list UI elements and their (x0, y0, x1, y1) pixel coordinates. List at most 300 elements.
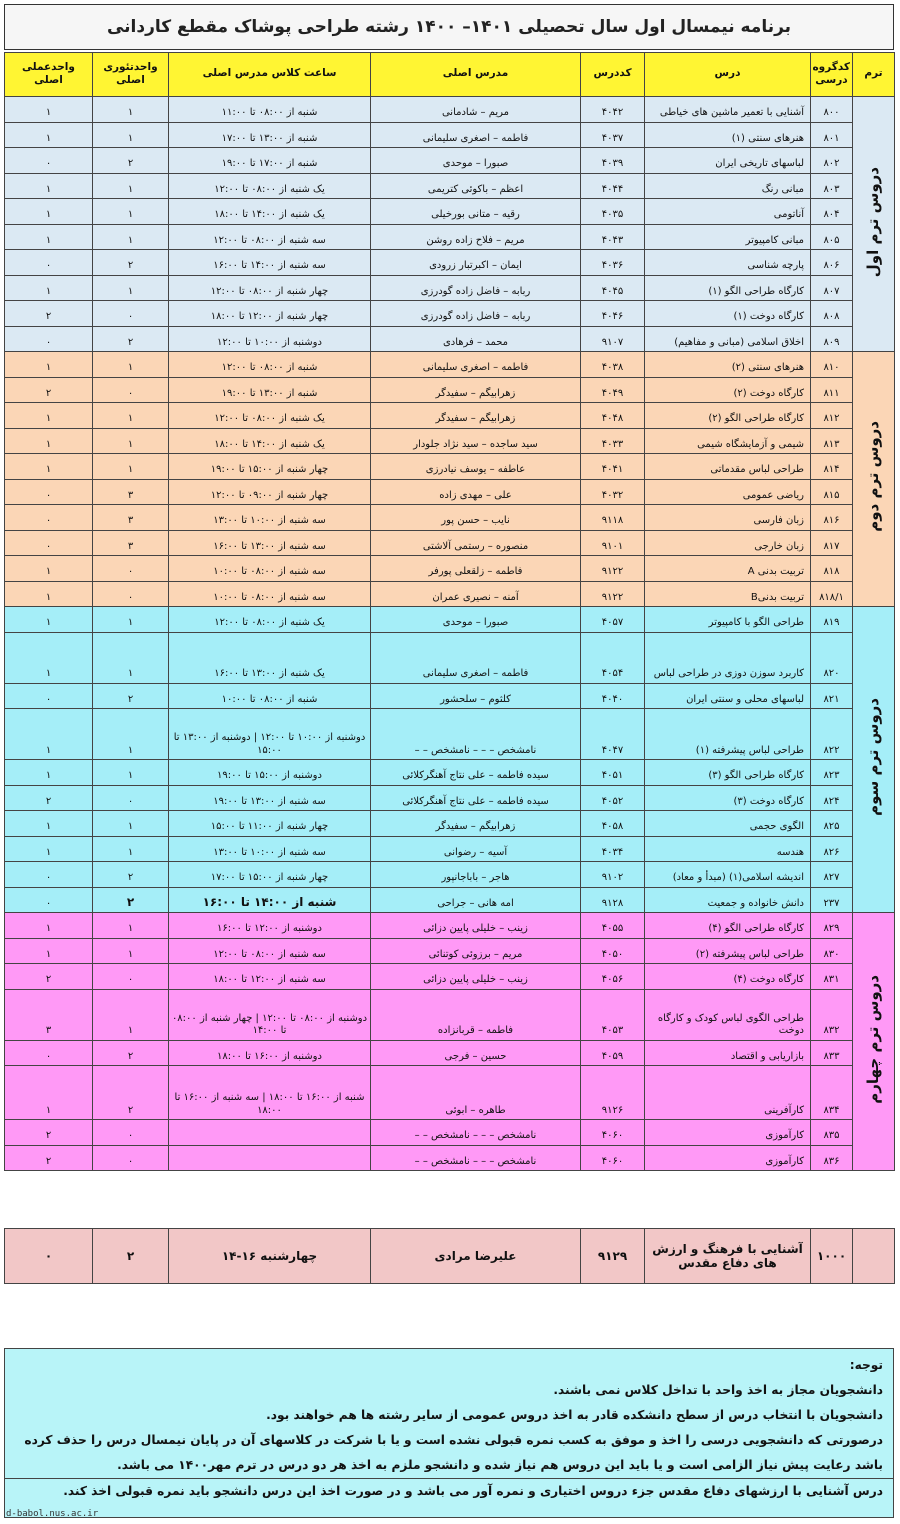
practical-units-cell: ۱ (5, 173, 93, 199)
table-row (5, 607, 895, 633)
group-code-cell: ۸۳۰ (811, 938, 853, 964)
group-code-cell: ۸۰۳ (811, 173, 853, 199)
header-course: درس (645, 53, 811, 97)
theory-units-cell: ۱ (93, 428, 169, 454)
course-code-cell: ۹۱۲۶ (581, 1066, 645, 1120)
time-cell: دوشنبه از ۱۰:۰۰ تا ۱۲:۰۰ | دوشنبه از ۱۳:۰۰ تا ۱۵:۰۰ (169, 709, 371, 760)
teacher-cell: نامشخص – – – نامشخص – – (371, 709, 581, 760)
time-cell: سه شنبه از ۰۸:۰۰ تا ۱۲:۰۰ (169, 224, 371, 250)
teacher-cell: آسیه – رضوانی (371, 836, 581, 862)
practical-units-cell: ۱ (5, 760, 93, 786)
course-cell: کارگاه طراحی الگو (۲) (645, 403, 811, 429)
teacher-cell: طاهره – ابوئی (371, 1066, 581, 1120)
practical-units-cell: ۰ (5, 250, 93, 276)
group-code-cell: ۸۳۳ (811, 1040, 853, 1066)
course-cell: کارآفرینی (645, 1066, 811, 1120)
table-row (5, 173, 895, 199)
practical-units-cell: ۱ (5, 224, 93, 250)
teacher-cell: ربابه – فاضل زاده گودرزی (371, 275, 581, 301)
course-cell: کارگاه طراحی الگو (۴) (645, 913, 811, 939)
group-code-cell: ۸۲۲ (811, 709, 853, 760)
theory-units-cell: ۰ (93, 785, 169, 811)
theory-units-cell: ۱ (93, 811, 169, 837)
time-cell: سه شنبه از ۰۸:۰۰ تا ۱۰:۰۰ (169, 581, 371, 607)
course-code-cell: ۹۱۲۲ (581, 556, 645, 582)
theory-units-cell: ۱ (93, 760, 169, 786)
theory-units-cell: ۱ (93, 199, 169, 225)
extra-course-row (5, 1229, 895, 1284)
extra-group-code: ۱۰۰۰ (811, 1229, 853, 1284)
group-code-cell: ۸۰۱ (811, 122, 853, 148)
table-row (5, 836, 895, 862)
table-row (5, 479, 895, 505)
time-cell: چهار شنبه از ۱۵:۰۰ تا ۱۷:۰۰ (169, 862, 371, 888)
note-last-line: درس آشنایی با ارزشهای دفاع مقدس جزء دروس اختیاری و نمره آور می باشد و در صورت اخذ این درس دانشجو باید نمره قبولی اخذ کند. (5, 1478, 893, 1504)
table-row (5, 1145, 895, 1171)
term-label (853, 607, 895, 913)
table-row (5, 887, 895, 913)
theory-units-cell: ۱ (93, 275, 169, 301)
term-label (853, 352, 895, 607)
extra-time: چهارشنبه ۱۶-۱۴ (169, 1229, 371, 1284)
practical-units-cell: ۱ (5, 403, 93, 429)
teacher-cell: فاطمه – اصغری سلیمانی (371, 632, 581, 683)
time-cell: چهار شنبه از ۰۹:۰۰ تا ۱۲:۰۰ (169, 479, 371, 505)
time-cell (169, 1120, 371, 1146)
course-cell: دانش خانواده و جمعیت (645, 887, 811, 913)
course-cell: هنرهای سنتی (۱) (645, 122, 811, 148)
group-code-cell: ۲۳۷ (811, 887, 853, 913)
table-row (5, 224, 895, 250)
time-cell: شنبه از ۰۸:۰۰ تا ۱۲:۰۰ (169, 352, 371, 378)
teacher-cell: زهرابیگم – سفیدگر (371, 811, 581, 837)
table-row (5, 352, 895, 378)
header-group-code: کدگروه درسی (811, 53, 853, 97)
theory-units-cell: ۱ (93, 352, 169, 378)
course-code-cell: ۴۰۴۵ (581, 275, 645, 301)
teacher-cell: عاطفه – یوسف نیادرزی (371, 454, 581, 480)
theory-units-cell: ۱ (93, 836, 169, 862)
time-cell: چهار شنبه از ۰۸:۰۰ تا ۱۲:۰۰ (169, 275, 371, 301)
group-code-cell: ۸۱۵ (811, 479, 853, 505)
header-row (5, 53, 895, 97)
group-code-cell: ۸۲۱ (811, 683, 853, 709)
time-cell: دوشنبه از ۰۸:۰۰ تا ۱۲:۰۰ | چهار شنبه از ۰۸:۰۰ تا ۱۴:۰۰ (169, 989, 371, 1040)
teacher-cell: سیده فاطمه – علی نتاج آهنگرکلائی (371, 785, 581, 811)
table-row (5, 250, 895, 276)
course-cell: طراحی لباس پیشرفته (۱) (645, 709, 811, 760)
course-cell: کارگاه دوخت (۳) (645, 785, 811, 811)
table-row (5, 709, 895, 760)
theory-units-cell: ۲ (93, 1040, 169, 1066)
time-cell: شنبه از ۱۳:۰۰ تا ۱۹:۰۰ (169, 377, 371, 403)
course-code-cell: ۹۱۲۸ (581, 887, 645, 913)
theory-units-cell: ۰ (93, 377, 169, 403)
time-cell: یک شنبه از ۱۴:۰۰ تا ۱۸:۰۰ (169, 199, 371, 225)
practical-units-cell: ۱ (5, 607, 93, 633)
course-cell: اخلاق اسلامی (مبانی و مفاهیم) (645, 326, 811, 352)
practical-units-cell: ۰ (5, 479, 93, 505)
course-cell: طراحی لباس پیشرفته (۲) (645, 938, 811, 964)
course-code-cell: ۴۰۵۹ (581, 1040, 645, 1066)
course-code-cell: ۴۰۴۷ (581, 709, 645, 760)
theory-units-cell: ۰ (93, 1145, 169, 1171)
course-cell: طراحی الگو با کامپیوتر (645, 607, 811, 633)
theory-units-cell: ۰ (93, 581, 169, 607)
practical-units-cell: ۱ (5, 556, 93, 582)
group-code-cell: ۸۰۴ (811, 199, 853, 225)
theory-units-cell: ۰ (93, 1120, 169, 1146)
time-cell: سه شنبه از ۱۲:۰۰ تا ۱۸:۰۰ (169, 964, 371, 990)
practical-units-cell: ۱ (5, 938, 93, 964)
practical-units-cell: ۰ (5, 887, 93, 913)
table-row (5, 530, 895, 556)
teacher-cell: سیده فاطمه – علی نتاج آهنگرکلائی (371, 760, 581, 786)
group-code-cell: ۸۱۴ (811, 454, 853, 480)
course-code-cell: ۹۱۰۷ (581, 326, 645, 352)
course-code-cell: ۴۰۴۶ (581, 301, 645, 327)
group-code-cell: ۸۱۲ (811, 403, 853, 429)
course-cell: اندیشه اسلامی(۱) (مبدأ و معاد) (645, 862, 811, 888)
term-label (853, 913, 895, 1171)
course-cell: طراحی لباس مقدماتی (645, 454, 811, 480)
teacher-cell: فاطمه – اصغری سلیمانی (371, 122, 581, 148)
practical-units-cell: ۰ (5, 530, 93, 556)
time-cell: شنبه از ۱۷:۰۰ تا ۱۹:۰۰ (169, 148, 371, 174)
practical-units-cell: ۱ (5, 199, 93, 225)
note-line: دانشجویان مجاز به اخذ واحد با تداخل کلاس نمی باشند. (553, 1383, 883, 1397)
group-code-cell: ۸۱۶ (811, 505, 853, 531)
time-cell: چهار شنبه از ۱۲:۰۰ تا ۱۸:۰۰ (169, 301, 371, 327)
theory-units-cell: ۰ (93, 964, 169, 990)
course-cell: کارگاه دوخت (۴) (645, 964, 811, 990)
practical-units-cell: ۱ (5, 122, 93, 148)
time-cell: سه شنبه از ۱۰:۰۰ تا ۱۳:۰۰ (169, 505, 371, 531)
theory-units-cell: ۱ (93, 454, 169, 480)
course-code-cell: ۴۰۳۹ (581, 148, 645, 174)
time-cell: یک شنبه از ۰۸:۰۰ تا ۱۲:۰۰ (169, 607, 371, 633)
course-code-cell: ۴۰۵۷ (581, 607, 645, 633)
theory-units-cell: ۳ (93, 530, 169, 556)
course-cell: الگوی حجمی (645, 811, 811, 837)
time-cell: سه شنبه از ۰۸:۰۰ تا ۱۰:۰۰ (169, 556, 371, 582)
practical-units-cell: ۱ (5, 275, 93, 301)
table-row (5, 581, 895, 607)
table-row (5, 862, 895, 888)
table-row (5, 505, 895, 531)
practical-units-cell: ۱ (5, 709, 93, 760)
practical-units-cell: ۱ (5, 913, 93, 939)
schedule-table (4, 52, 895, 1171)
theory-units-cell: ۲ (93, 887, 169, 913)
theory-units-cell: ۱ (93, 403, 169, 429)
theory-units-cell: ۲ (93, 1066, 169, 1120)
group-code-cell: ۸۰۹ (811, 326, 853, 352)
group-code-cell: ۸۱۸/۱ (811, 581, 853, 607)
course-cell: هندسه (645, 836, 811, 862)
teacher-cell: مریم – شادمانی (371, 97, 581, 123)
group-code-cell: ۸۲۷ (811, 862, 853, 888)
course-cell: پارچه شناسی (645, 250, 811, 276)
teacher-cell: ایمان – اکبرتبار زرودی (371, 250, 581, 276)
table-row (5, 199, 895, 225)
group-code-cell: ۸۰۷ (811, 275, 853, 301)
theory-units-cell: ۱ (93, 224, 169, 250)
group-code-cell: ۸۱۸ (811, 556, 853, 582)
teacher-cell: حسین – فرجی (371, 1040, 581, 1066)
table-row (5, 403, 895, 429)
course-cell: کارآموزی (645, 1145, 811, 1171)
extra-practical-units: ۰ (5, 1229, 93, 1284)
table-row (5, 1120, 895, 1146)
course-code-cell: ۹۱۰۲ (581, 862, 645, 888)
course-code-cell: ۴۰۵۶ (581, 964, 645, 990)
practical-units-cell: ۱ (5, 632, 93, 683)
extra-term-cell (853, 1229, 895, 1284)
teacher-cell: اعظم – باکوئی کتریمی (371, 173, 581, 199)
course-cell: لباسهای تاریخی ایران (645, 148, 811, 174)
theory-units-cell: ۲ (93, 148, 169, 174)
table-row (5, 760, 895, 786)
table-row (5, 811, 895, 837)
course-cell: تربیت بدنیB (645, 581, 811, 607)
group-code-cell: ۸۳۴ (811, 1066, 853, 1120)
time-cell: یک شنبه از ۱۴:۰۰ تا ۱۸:۰۰ (169, 428, 371, 454)
time-cell (169, 1145, 371, 1171)
teacher-cell: مریم – برزوئی کوتنائی (371, 938, 581, 964)
course-cell: هنرهای سنتی (۲) (645, 352, 811, 378)
time-cell: دوشنبه از ۱۲:۰۰ تا ۱۶:۰۰ (169, 913, 371, 939)
term-label-text: دروس ترم اول (864, 166, 883, 277)
theory-units-cell: ۱ (93, 173, 169, 199)
course-code-cell: ۴۰۴۹ (581, 377, 645, 403)
theory-units-cell: ۲ (93, 862, 169, 888)
time-cell: چهار شنبه از ۱۵:۰۰ تا ۱۹:۰۰ (169, 454, 371, 480)
course-cell: کارگاه دوخت (۲) (645, 377, 811, 403)
time-cell: شنبه از ۰۸:۰۰ تا ۱۱:۰۰ (169, 97, 371, 123)
term-label-text: دروس ترم چهارم (864, 974, 883, 1104)
table-row (5, 556, 895, 582)
course-code-cell: ۴۰۶۰ (581, 1120, 645, 1146)
header-time: ساعت کلاس مدرس اصلی (169, 53, 371, 97)
theory-units-cell: ۱ (93, 122, 169, 148)
notes-heading: توجه: (849, 1358, 883, 1372)
course-code-cell: ۴۰۳۳ (581, 428, 645, 454)
teacher-cell: آمنه – نصیری عمران (371, 581, 581, 607)
extra-course-code: ۹۱۲۹ (581, 1229, 645, 1284)
practical-units-cell: ۲ (5, 377, 93, 403)
table-row (5, 989, 895, 1040)
time-cell: سه شنبه از ۱۰:۰۰ تا ۱۳:۰۰ (169, 836, 371, 862)
term-label-text: دروس ترم دوم (864, 421, 883, 533)
practical-units-cell: ۲ (5, 785, 93, 811)
theory-units-cell: ۱ (93, 938, 169, 964)
practical-units-cell: ۰ (5, 326, 93, 352)
group-code-cell: ۸۱۳ (811, 428, 853, 454)
time-cell: چهار شنبه از ۱۱:۰۰ تا ۱۵:۰۰ (169, 811, 371, 837)
teacher-cell: فاطمه – قربانزاده (371, 989, 581, 1040)
teacher-cell: زینب – خلیلی پایین دزائی (371, 964, 581, 990)
table-row (5, 1040, 895, 1066)
course-cell: کارگاه طراحی الگو (۳) (645, 760, 811, 786)
time-cell: سه شنبه از ۱۳:۰۰ تا ۱۶:۰۰ (169, 530, 371, 556)
course-code-cell: ۴۰۴۳ (581, 224, 645, 250)
teacher-cell: علی – مهدی زاده (371, 479, 581, 505)
course-code-cell: ۴۰۳۴ (581, 836, 645, 862)
group-code-cell: ۸۰۲ (811, 148, 853, 174)
practical-units-cell: ۱ (5, 428, 93, 454)
teacher-cell: فاطمه – اصغری سلیمانی (371, 352, 581, 378)
group-code-cell: ۸۱۱ (811, 377, 853, 403)
extra-teacher: علیرضا مرادی (371, 1229, 581, 1284)
course-code-cell: ۴۰۵۳ (581, 989, 645, 1040)
group-code-cell: ۸۳۱ (811, 964, 853, 990)
group-code-cell: ۸۲۵ (811, 811, 853, 837)
course-cell: مبانی رنگ (645, 173, 811, 199)
teacher-cell: فاطمه – زلقعلی پورفر (371, 556, 581, 582)
time-cell: سه شنبه از ۱۴:۰۰ تا ۱۶:۰۰ (169, 250, 371, 276)
table-row (5, 632, 895, 683)
notes-box (4, 1348, 894, 1518)
teacher-cell: نامشخص – – – نامشخص – – (371, 1120, 581, 1146)
header-term: ترم (853, 53, 895, 97)
table-row (5, 1066, 895, 1120)
course-code-cell: ۴۰۴۱ (581, 454, 645, 480)
table-row (5, 913, 895, 939)
course-code-cell: ۴۰۴۸ (581, 403, 645, 429)
teacher-cell: کلثوم – سلحشور (371, 683, 581, 709)
teacher-cell: هاجر – باباجانپور (371, 862, 581, 888)
group-code-cell: ۸۱۰ (811, 352, 853, 378)
teacher-cell: زهرابیگم – سفیدگر (371, 403, 581, 429)
group-code-cell: ۸۰۵ (811, 224, 853, 250)
group-code-cell: ۸۲۶ (811, 836, 853, 862)
theory-units-cell: ۳ (93, 505, 169, 531)
group-code-cell: ۸۲۴ (811, 785, 853, 811)
course-cell: زبان خارجی (645, 530, 811, 556)
practical-units-cell: ۲ (5, 301, 93, 327)
course-cell: ریاضی عمومی (645, 479, 811, 505)
practical-units-cell: ۱ (5, 581, 93, 607)
page-title: برنامه نیمسال اول سال تحصیلی ۱۴۰۱– ۱۴۰۰ رشته طراحی پوشاک مقطع کاردانی (4, 4, 894, 50)
course-cell: آناتومی (645, 199, 811, 225)
course-code-cell: ۴۰۳۷ (581, 122, 645, 148)
theory-units-cell: ۰ (93, 556, 169, 582)
time-cell: سه شنبه از ۱۳:۰۰ تا ۱۹:۰۰ (169, 785, 371, 811)
course-cell: کارگاه دوخت (۱) (645, 301, 811, 327)
group-code-cell: ۸۳۵ (811, 1120, 853, 1146)
term-label-text: دروس ترم سوم (864, 698, 883, 817)
theory-units-cell: ۱ (93, 709, 169, 760)
table-row (5, 964, 895, 990)
course-cell: طراحی الگوی لباس کودک و کارگاه دوخت (645, 989, 811, 1040)
group-code-cell: ۸۲۹ (811, 913, 853, 939)
table-row (5, 938, 895, 964)
course-cell: بازاریابی و اقتصاد (645, 1040, 811, 1066)
extra-theory-units: ۲ (93, 1229, 169, 1284)
teacher-cell: امه هانی – جراحی (371, 887, 581, 913)
theory-units-cell: ۱ (93, 632, 169, 683)
course-code-cell: ۴۰۵۸ (581, 811, 645, 837)
theory-units-cell: ۱ (93, 913, 169, 939)
time-cell: شنبه از ۱۳:۰۰ تا ۱۷:۰۰ (169, 122, 371, 148)
table-row (5, 97, 895, 123)
group-code-cell: ۸۳۲ (811, 989, 853, 1040)
practical-units-cell: ۰ (5, 505, 93, 531)
course-cell: شیمی و آزمایشگاه شیمی (645, 428, 811, 454)
header-course-code: کددرس (581, 53, 645, 97)
course-code-cell: ۴۰۴۲ (581, 97, 645, 123)
course-cell: لباسهای محلی و سنتی ایران (645, 683, 811, 709)
course-code-cell: ۴۰۵۵ (581, 913, 645, 939)
course-code-cell: ۴۰۵۴ (581, 632, 645, 683)
header-theory-units: واحدتئوری اصلی (93, 53, 169, 97)
practical-units-cell: ۰ (5, 683, 93, 709)
table-row (5, 377, 895, 403)
teacher-cell: سید ساجده – سید نژاد جلودار (371, 428, 581, 454)
course-code-cell: ۴۰۳۲ (581, 479, 645, 505)
table-row (5, 301, 895, 327)
course-cell: کاربرد سوزن دوزی در طراحی لباس (645, 632, 811, 683)
time-cell: شنبه از ۱۶:۰۰ تا ۱۸:۰۰ | سه شنبه از ۱۶:۰۰ تا ۱۸:۰۰ (169, 1066, 371, 1120)
teacher-cell: مریم – فلاح زاده روشن (371, 224, 581, 250)
teacher-cell: نایب – حسن پور (371, 505, 581, 531)
time-cell: یک شنبه از ۰۸:۰۰ تا ۱۲:۰۰ (169, 173, 371, 199)
course-code-cell: ۴۰۳۵ (581, 199, 645, 225)
site-watermark: d-babol.nus.ac.ir (6, 1509, 99, 1519)
theory-units-cell: ۱ (93, 607, 169, 633)
group-code-cell: ۸۳۶ (811, 1145, 853, 1171)
extra-course-table (4, 1228, 895, 1284)
practical-units-cell: ۲ (5, 1145, 93, 1171)
course-cell: کارآموزی (645, 1120, 811, 1146)
course-code-cell: ۴۰۵۰ (581, 938, 645, 964)
table-row (5, 785, 895, 811)
course-code-cell: ۴۰۵۲ (581, 785, 645, 811)
group-code-cell: ۸۱۷ (811, 530, 853, 556)
teacher-cell: ربابه – فاضل زاده گودرزی (371, 301, 581, 327)
course-cell: کارگاه طراحی الگو (۱) (645, 275, 811, 301)
practical-units-cell: ۱ (5, 352, 93, 378)
practical-units-cell: ۰ (5, 148, 93, 174)
teacher-cell: صبورا – موحدی (371, 148, 581, 174)
theory-units-cell: ۲ (93, 683, 169, 709)
course-code-cell: ۴۰۴۰ (581, 683, 645, 709)
practical-units-cell: ۱ (5, 1066, 93, 1120)
practical-units-cell: ۰ (5, 862, 93, 888)
practical-units-cell: ۰ (5, 1040, 93, 1066)
time-cell: شنبه از ۰۸:۰۰ تا ۱۰:۰۰ (169, 683, 371, 709)
theory-units-cell: ۲ (93, 326, 169, 352)
time-cell: دوشنبه از ۱۰:۰۰ تا ۱۲:۰۰ (169, 326, 371, 352)
course-code-cell: ۴۰۶۰ (581, 1145, 645, 1171)
teacher-cell: منصوره – رستمی آلاشتی (371, 530, 581, 556)
header-practical-units: واحدعملی اصلی (5, 53, 93, 97)
time-cell: یک شنبه از ۰۸:۰۰ تا ۱۲:۰۰ (169, 403, 371, 429)
course-code-cell: ۴۰۴۴ (581, 173, 645, 199)
group-code-cell: ۸۱۹ (811, 607, 853, 633)
extra-course-name: آشنایی با فرهنگ و ارزش های دفاع مقدس (645, 1229, 811, 1284)
teacher-cell: رقیه – متانی بورخیلی (371, 199, 581, 225)
course-code-cell: ۹۱۲۲ (581, 581, 645, 607)
table-row (5, 275, 895, 301)
course-code-cell: ۴۰۳۶ (581, 250, 645, 276)
theory-units-cell: ۳ (93, 479, 169, 505)
course-cell: آشنایی با تعمیر ماشین های خیاطی (645, 97, 811, 123)
course-code-cell: ۴۰۵۱ (581, 760, 645, 786)
practical-units-cell: ۱ (5, 97, 93, 123)
group-code-cell: ۸۰۰ (811, 97, 853, 123)
